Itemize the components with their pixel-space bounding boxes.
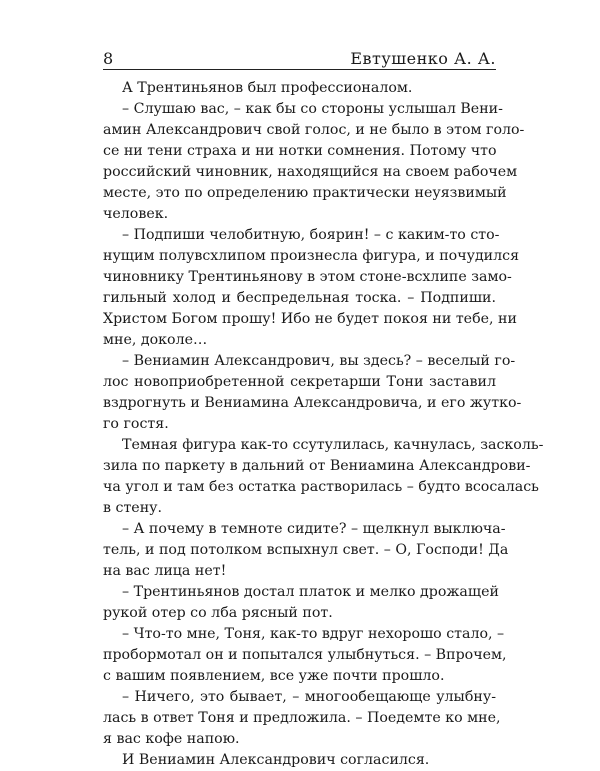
text-line: – Слушаю вас, – как бы со стороны услышал Вени- bbox=[122, 101, 503, 117]
body-text bbox=[103, 78, 544, 771]
text-line: чиновнику Трентиньянову в этом стоне-всхлипе замо- bbox=[103, 269, 512, 285]
text-line: я вас кофе напою. bbox=[103, 731, 240, 747]
text-line: российский чиновник, находящийся на своем рабочем bbox=[103, 164, 518, 180]
text-line: тель, и под потолком вспыхнул свет. – О, Господи! Да bbox=[103, 542, 509, 558]
text-line: Темная фигура как-то ссутулилась, качнулась, засколь- bbox=[122, 437, 544, 453]
text-line: вздрогнуть и Вениамина Александровича, и его жутко- bbox=[103, 395, 522, 411]
page-number: 8 bbox=[103, 49, 114, 68]
text-line: го гостя. bbox=[103, 416, 169, 432]
running-header bbox=[103, 42, 496, 68]
text-line: ча угол и там без остатка растворилась – будто всосалась bbox=[103, 479, 539, 495]
text-line: – Вениамин Александрович, вы здесь? – веселый го- bbox=[122, 353, 516, 369]
text-line: И Вениамин Александрович согласился. bbox=[122, 752, 430, 768]
text-line: с вашим появлением, все уже почти прошло. bbox=[103, 668, 445, 684]
text-line: на вас лица нет! bbox=[103, 563, 227, 579]
text-line: месте, это по определению практически неуязвимый bbox=[103, 185, 507, 201]
text-line: – Ничего, это бывает, – многообещающе улыбну- bbox=[122, 689, 496, 705]
running-header-author: Евтушенко А. А. bbox=[350, 49, 496, 68]
text-line: мне, доколе… bbox=[103, 332, 208, 348]
text-line: – Трентиньянов достал платок и мелко дрожащей bbox=[122, 584, 499, 600]
text-line: рукой отер со лба рясный пот. bbox=[103, 605, 333, 621]
text-line: – А почему в темноте сидите? – щелкнул выключа- bbox=[122, 521, 506, 537]
text-line: пробормотал он и попытался улыбнуться. – Впрочем, bbox=[103, 647, 507, 663]
text-line: зила по паркету в дальний от Вениамина Александрови- bbox=[103, 458, 531, 474]
text-line: лась в ответ Тоня и предложила. – Поедемте ко мне, bbox=[103, 710, 501, 726]
text-line: – Что-то мне, Тоня, как-то вдруг нехорошо стало, – bbox=[122, 626, 505, 642]
text-line: лос новоприобретенной секретарши Тони заставил bbox=[103, 374, 496, 390]
header-rule bbox=[103, 69, 496, 70]
text-line: амин Александрович свой голос, и не было в этом голо- bbox=[103, 122, 525, 138]
text-line: А Трентиньянов был профессионалом. bbox=[122, 80, 413, 96]
text-line: нущим полувсхлипом произнесла фигура, и почудился bbox=[103, 248, 520, 264]
text-line: гильный холод и беспредельная тоска. – Подпиши. bbox=[103, 290, 496, 306]
text-line: – Подпиши челобитную, боярин! – с каким-то сто- bbox=[122, 227, 500, 243]
text-line: се ни тени страха и ни нотки сомнения. Потому что bbox=[103, 143, 497, 159]
text-line: человек. bbox=[103, 206, 169, 222]
text-line: в стену. bbox=[103, 500, 163, 516]
text-line: Христом Богом прошу! Ибо не будет покоя ни тебе, ни bbox=[103, 311, 517, 327]
